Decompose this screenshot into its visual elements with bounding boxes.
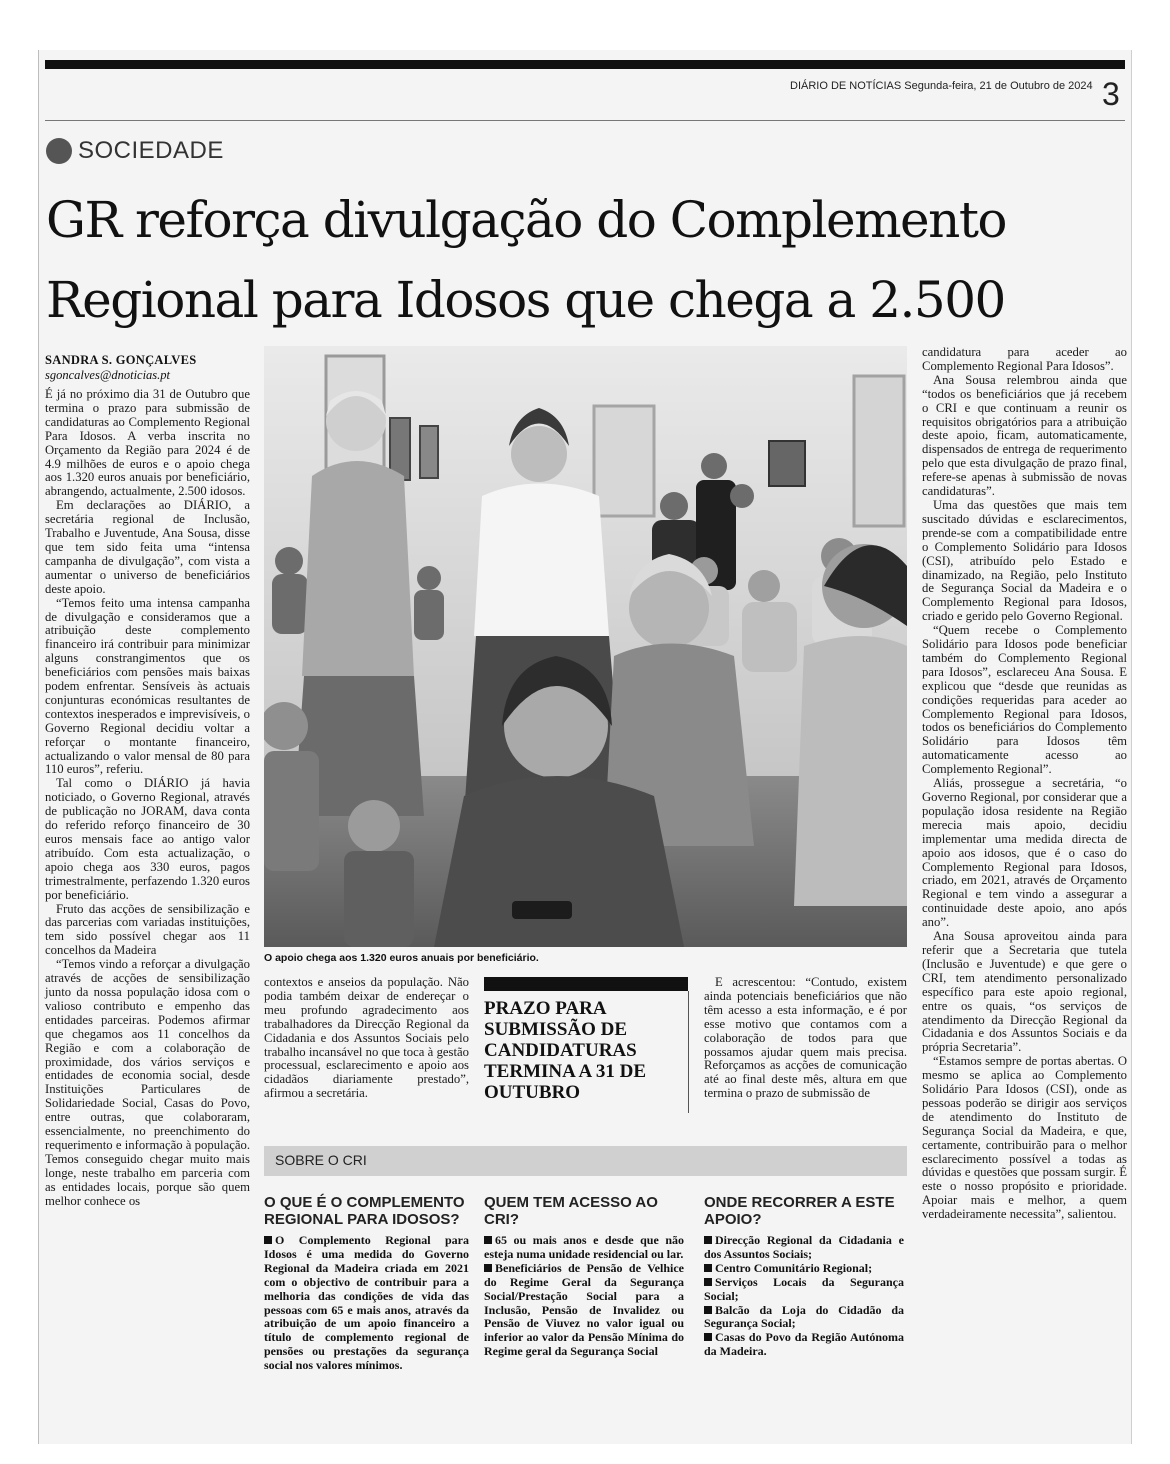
headline: GR reforça divulgação do Complemento Regional para Idosos que chega a 2.500	[46, 191, 1007, 329]
byline-author: SANDRA S. GONÇALVES	[45, 353, 197, 367]
pull-quote-rule	[688, 991, 689, 1113]
paragraph: contextos e anseios da população. Não podia também deixar de endereçar o meu profundo agradecimento aos trabalhadores da Direcção Regional da Cidadania e dos Assuntos Sociais pelo trabalho incansável no que toca à gestão processual, esclarecimento e apoio aos cidadãos diariamente prestado”, afirmou a secretária.	[264, 975, 469, 1101]
sidebar-answer-2	[484, 1234, 684, 1359]
article-column-2a	[264, 976, 469, 1128]
pull-quote-bar	[484, 977, 688, 991]
section-name: SOCIEDADE	[78, 137, 224, 164]
sidebar-answer-3	[704, 1234, 904, 1359]
bullet-square-icon	[704, 1264, 712, 1272]
article-column-3	[922, 346, 1127, 1408]
list-item: Centro Comunitário Regional;	[704, 1262, 904, 1276]
paragraph: “Temos feito uma intensa campanha de divulgação e consideramos que a atribuição deste complemento financeiro irá contribuir para minimizar alguns constrangimentos que os beneficiários com pensões mais baixas podem enfrentar. Sensíveis às actuais conjunturas económicas resultantes de contextos inesperados e imprevisíveis, o Governo Regional decidiu voltar a reforçar o montante financeiro, actualizando o valor mensal de 80 para 110 euros”, referiu.	[45, 595, 250, 777]
bullet-square-icon	[704, 1278, 712, 1286]
paragraph: candidatura para aceder ao Complemento Regional Para Idosos”.	[922, 345, 1127, 373]
paragraph: Tal como o DIÁRIO já havia noticiado, o Governo Regional, através de publicação no JORAM, dava conta do referido reforço financeiro de 30 euros mensais face ao antigo valor atribuído. Com esta actualização, o apoio chega aos 330 euros, pagos trimestralmente, perfazendo 1.320 euros por beneficiário.	[45, 776, 250, 902]
list-item: O Complemento Regional para Idosos é uma medida do Governo Regional da Madeira criada em 2021 com o objectivo de contribuir para a melhoria das condições de vida das pessoas com 65 e mais anos, através da atribuição de um apoio financeiro a título de complemento regional de pensões ou prestações da segurança social nos valores mínimos.	[264, 1233, 469, 1373]
page-number: 3	[1102, 76, 1120, 112]
section-label	[46, 137, 224, 165]
photo-illustration	[264, 346, 907, 947]
byline-email: sgoncalves@dnoticias.pt	[45, 368, 171, 382]
paragraph: E acrescentou: “Contudo, existem ainda potenciais beneficiários que não têm acesso a esta informação, e é por esse motivo que contamos com a colaboração de todos para que possamos ajudar quem mais precisa. Reforçamos as acções de comunicação até ao final deste mês, altura em que termina o prazo de submissão de	[704, 975, 907, 1101]
list-item: Beneficiários de Pensão de Velhice do Regime Geral da Segurança Social/Prestação Social para a Inclusão, Pensão de Invalidez ou Pensão de Viuvez no valor igual ou inferior ao valor da Pensão Mínima do Regime geral da Segurança Social	[484, 1260, 684, 1359]
article-photo	[264, 346, 907, 947]
section-dot-icon	[46, 138, 72, 164]
paragraph: Uma das questões que mais tem suscitado dúvidas e esclarecimentos, prende-se com a compatibilidade entre o Complemento Solidário para Idosos (CSI), atribuído pelo Estado e dinamizado, na Região, pelo Instituto de Segurança Social da Madeira e o Complemento Regional para Idosos, criado e gerido pelo Governo Regional.	[922, 497, 1127, 624]
paragraph: Ana Sousa relembrou ainda que “todos os beneficiários que já recebem o CRI e que continuam a reunir os requisitos obrigatórios para a atribuição deste apoio, ficam, automaticamente, dispensados de entrega de requerimento pelo que esta divulgação de prazo final, refere-se apenas à submissão de novas candidaturas”.	[922, 372, 1127, 499]
list-item: Direcção Regional da Cidadania e dos Assuntos Sociais;	[704, 1233, 904, 1261]
paragraph: Ana Sousa aproveitou ainda para referir que a Secretaria que tutela (Inclusão e Juventude) e que gere o CRI, tem atendimento personalizado específico para este apoio regional, entre os quais, “os serviços de atendimento da Direcção Regional da Cidadania e dos Assuntos Sociais e da própria Secretaria”.	[922, 929, 1127, 1055]
article-column-2c	[704, 976, 907, 1128]
sidebar-title-bar	[264, 1146, 907, 1176]
paragraph: Aliás, prossegue a secretária, “o Governo Regional, por considerar que a população idosa residente na Região merecia mais apoio, decidiu implementar uma medida directa de apoio aos idosos, que é o caso do Complemento Regional para Idosos, criado, em 2021, através de Orçamento Regional e tem vindo a assegurar a continuidade deste apoio, ano após ano”.	[922, 776, 1127, 930]
article-column-1	[45, 388, 250, 1402]
sidebar-answer-1	[264, 1234, 469, 1373]
photo-caption: O apoio chega aos 1.320 euros anuais por beneficiário.	[264, 952, 539, 964]
bullet-square-icon	[704, 1236, 712, 1244]
top-rule	[45, 60, 1125, 69]
bullet-square-icon	[704, 1306, 712, 1314]
bullet-square-icon	[484, 1236, 492, 1244]
paragraph: “Quem recebe o Complemento Solidário para Idosos pode beneficiar também do Complemento Regional para Idosos”, esclareceu Ana Sousa. E explicou que “desde que reunidas as condições requeridas para aceder ao Complemento Regional para Idosos, todos os beneficiários do Complemento Solidário para Idosos têm automaticamente acesso ao Complemento Regional”.	[922, 623, 1127, 777]
masthead-date-line: DIÁRIO DE NOTÍCIAS Segunda-feira, 21 de Outubro de 2024	[790, 80, 1093, 92]
paragraph: “Estamos sempre de portas abertas. O mesmo se aplica ao Complemento Solidário Para Idosos (CSI), onde as pessoas poderão se dirigir aos serviços de atendimento do Instituto de Segurança Social da Madeira, e que, certamente, contribuirão para o melhor esclarecimento possível a todas as dúvidas e questões que possam surgir. É este o nosso propósito e prioridade. Apoiar mais e melhor, a quem verdadeiramente necessita”, salientou.	[922, 1054, 1127, 1222]
paragraph: Em declarações ao DIÁRIO, a secretária regional de Inclusão, Trabalho e Juventude, Ana Sousa, disse que tem sido feita uma “intensa campanha de divulgação”, com vista a aumentar o universo de beneficiários deste apoio.	[45, 498, 250, 596]
list-item: Serviços Locais da Segurança Social;	[704, 1274, 904, 1303]
list-item: 65 ou mais anos e desde que não esteja numa unidade residencial ou lar.	[484, 1233, 684, 1261]
paragraph: “Temos vindo a reforçar a divulgação através de acções de sensibilização junto da nossa população idosa com o valioso contributo e empenho das entidades parceiras. Podemos afirmar que chegamos aos 11 concelhos da Região e com a colaboração de proximidade, dos vários serviços e entidades de economia social, desde Instituições Particulares de Solidariedade Social, Casas do Povo, entre outras, que colaboraram, essencialmente, no preenchimento do requerimento e informação à população. Temos conseguido chegar muito mais longe, neste trabalho em parceria com as entidades locais, porque são quem melhor conhece os	[45, 957, 250, 1208]
bullet-square-icon	[264, 1236, 272, 1244]
sidebar-question-3: ONDE RECORRER A ESTE APOIO?	[704, 1194, 895, 1228]
list-item: Casas do Povo da Região Autónoma da Madeira.	[704, 1330, 904, 1359]
pull-quote: PRAZO PARA SUBMISSÃO DE CANDIDATURAS TERMINA A 31 DE OUTUBRO	[484, 998, 647, 1103]
bullet-square-icon	[704, 1333, 712, 1341]
bullet-square-icon	[484, 1264, 492, 1272]
sidebar-question-1: O QUE É O COMPLEMENTO REGIONAL PARA IDOSOS?	[264, 1194, 465, 1228]
sidebar-question-2: QUEM TEM ACESSO AO CRI?	[484, 1194, 658, 1228]
header-separator	[45, 120, 1125, 121]
sidebar-title: SOBRE O CRI	[275, 1152, 367, 1168]
paragraph: É já no próximo dia 31 de Outubro que termina o prazo para submissão de candidaturas ao Complemento Regional Para Idosos. A verba inscrita no Orçamento da Região para 2024 é de 4.9 milhões de euros e o apoio chega aos 1.320 euros anuais por beneficiário, abrangendo, actualmente, 2.500 idosos.	[45, 387, 250, 499]
list-item: Balcão da Loja do Cidadão da Segurança Social;	[704, 1302, 904, 1331]
paragraph: Fruto das acções de sensibilização e das parcerias com variadas instituições, tem sido possível chegar aos 11 concelhos da Madeira	[45, 901, 250, 958]
